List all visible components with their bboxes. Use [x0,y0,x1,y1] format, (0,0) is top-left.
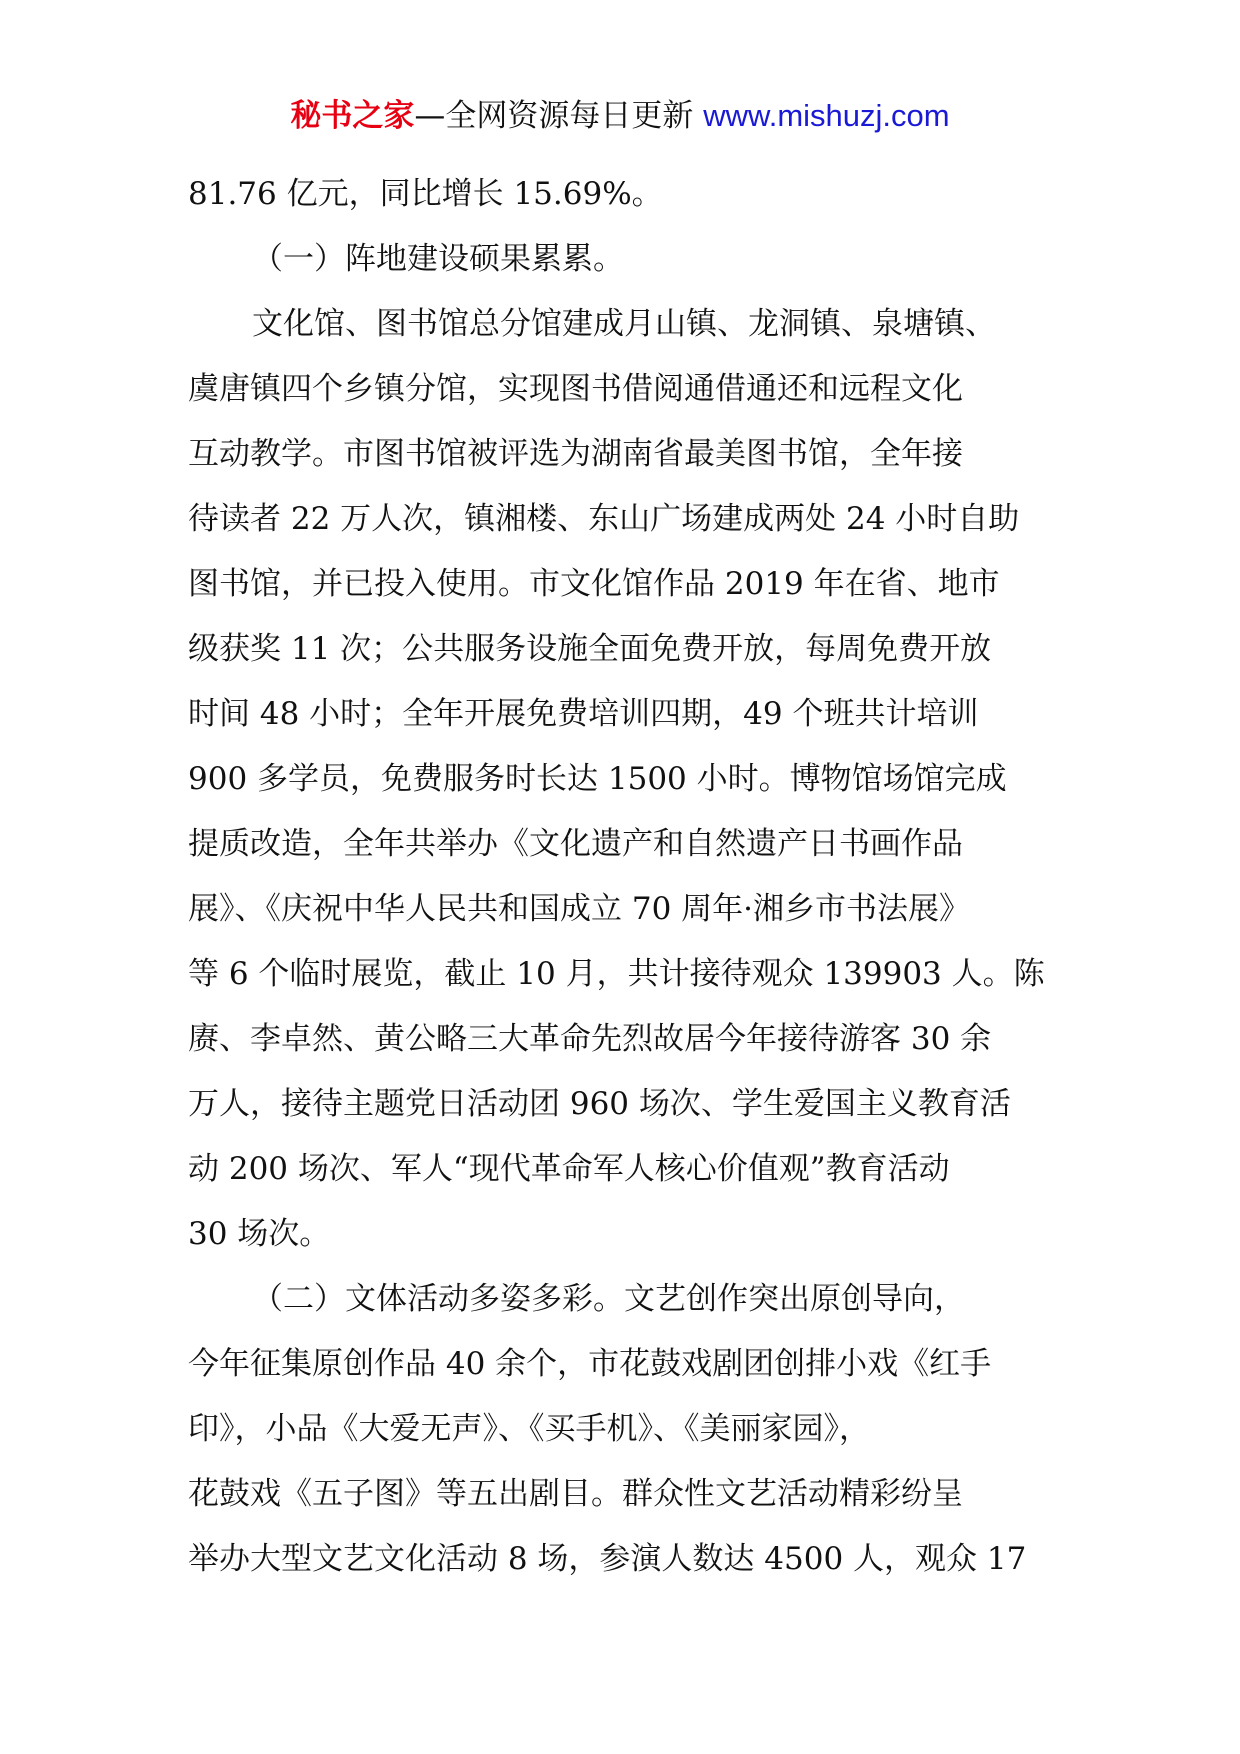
header-tagline: —全网资源每日更新 [414,98,694,134]
text-line: 提质改造，全年共举办《文化遗产和自然遗产日书画作品 [188,826,963,862]
text-line: 花鼓戏《五子图》等五出剧目。群众性文艺活动精彩纷呈 [188,1476,963,1512]
text-line: 级获奖 11 次；公共服务设施全面免费开放，每周免费开放 [188,631,992,667]
brand-name: 秘书之家 [290,98,415,134]
text-line: 时间 48 小时；全年开展免费培训四期，49 个班共计培训 [188,696,979,732]
site-url-link[interactable]: www.mishuzj.com [703,98,950,133]
text-line: 虞唐镇四个乡镇分馆，实现图书借阅通借通还和远程文化 [188,371,963,407]
text-line: 赓、李卓然、黄公略三大革命先烈故居今年接待游客 30 余 [188,1021,992,1057]
text-line: 举办大型文艺文化活动 8 场，参演人数达 4500 人，观众 17 [188,1541,1027,1577]
text-line: 30 场次。 [188,1216,331,1252]
text-line: 印》，小品《大爱无声》、《买手机》、《美丽家园》， [188,1411,870,1447]
document-body [188,162,1068,1592]
text-line: 81.76 亿元，同比增长 15.69%。 [188,176,663,212]
text-line: 900 多学员，免费服务时长达 1500 小时。博物馆场馆完成 [188,761,1007,797]
text-line: 展》、《庆祝中华人民共和国成立 70 周年·湘乡市书法展》 [188,891,971,927]
text-line: 动 200 场次、军人“现代革命军人核心价值观”教育活动 [188,1151,950,1187]
text-line: 互动教学。市图书馆被评选为湖南省最美图书馆，全年接 [188,436,963,472]
paragraph-start: 文化馆、图书馆总分馆建成月山镇、龙洞镇、泉塘镇、 [252,306,996,342]
text-line: 今年征集原创作品 40 余个，市花鼓戏剧团创排小戏《红手 [188,1346,992,1382]
section-heading-2: （二）文体活动多姿多彩。文艺创作突出原创导向， [252,1281,965,1317]
text-line: 万人，接待主题党日活动团 960 场次、学生爱国主义教育活 [188,1086,1011,1122]
text-line: 待读者 22 万人次，镇湘楼、东山广场建成两处 24 小时自助 [188,501,1020,537]
site-header [0,96,1240,136]
text-line: 图书馆，并已投入使用。市文化馆作品 2019 年在省、地市 [188,566,1000,602]
section-heading-1: （一）阵地建设硕果累累。 [252,241,624,277]
text-line: 等 6 个临时展览，截止 10 月，共计接待观众 139903 人。陈 [188,956,1045,992]
